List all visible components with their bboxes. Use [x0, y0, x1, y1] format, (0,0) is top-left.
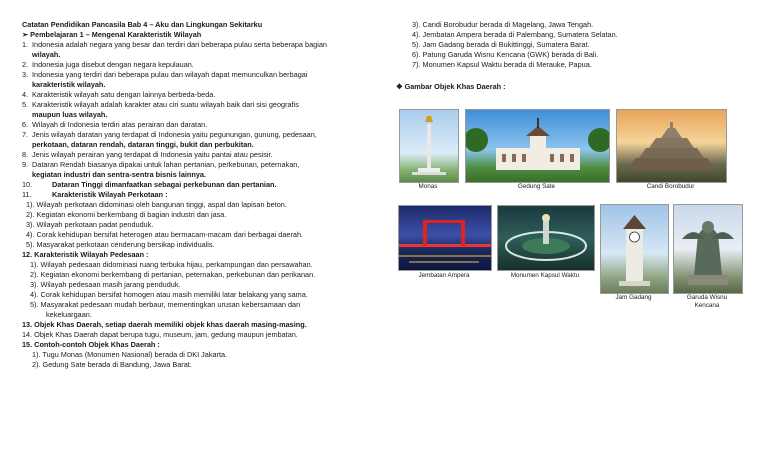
list-item-continuation: kegiatan industri dan sentra-sentra bisnis lainnya.	[32, 170, 206, 179]
list-item-text: Indonesia juga disebut dengan negara kepulauan.	[32, 60, 194, 69]
list-item	[22, 70, 374, 80]
list-item-text: Dataran Tinggi dimanfaatkan sebagai perkebunan dan pertanian.	[52, 180, 277, 189]
sub-item: 2). Gedung Sate berada di Bandung, Jawa Barat.	[32, 360, 192, 369]
list-item-continuation: maupun luas wilayah.	[32, 110, 108, 119]
jam-gadang-photo	[600, 204, 669, 294]
caption-monas: Monas	[418, 183, 438, 190]
sub-item: 1). Wilayah perkotaan didominasi oleh bangunan tinggi, aspal dan lapisan beton.	[26, 200, 287, 209]
list-item-number: 5.	[22, 100, 29, 109]
list-item-number: 8.	[22, 150, 29, 159]
caption-gwk-line1: Garuda Wisnu	[686, 294, 728, 301]
sub-item: 7). Monumen Kapsul Waktu berada di Merauke, Papua.	[412, 60, 592, 69]
gedung-sate-illustration	[466, 110, 609, 182]
sub-item: 3). Candi Borobudur berada di Magelang, Jawa Tengah.	[412, 20, 594, 29]
sub-item: kekeluargaan.	[46, 310, 92, 319]
list-item-number: 1.	[22, 40, 29, 49]
list-item-number: 9.	[22, 160, 29, 169]
list-item	[22, 150, 374, 160]
examples-list-right	[396, 20, 756, 70]
list-item-text: Dataran Rendah biasanya dipakai untuk lahan pertanian, perkebunan, peternakan,	[32, 160, 300, 169]
monas-illustration	[400, 110, 458, 182]
list-item	[22, 40, 374, 50]
sub-item: 4). Corak kehidupan bersifat homogen atau masih memiliki latar belakang yang sama.	[30, 290, 308, 299]
rural-traits-list	[22, 260, 374, 320]
gedung-sate-photo	[465, 109, 610, 183]
sub-item: 5). Masyarakat pedesaan mudah berbaur, mementingkan urusan kebersamaan dan	[30, 300, 301, 309]
borobudur-photo	[616, 109, 727, 183]
sub-item: 1). Tugu Monas (Monumen Nasional) berada di DKI Jakarta.	[32, 350, 228, 359]
ampera-illustration	[399, 206, 491, 270]
caption-gwk	[673, 294, 741, 310]
urban-traits-list	[22, 200, 374, 250]
list-item	[22, 190, 374, 200]
jam-gadang-illustration	[601, 205, 668, 293]
sub-item: 3). Wilayah pedesaan masih jarang penduduk.	[30, 280, 181, 289]
gwk-photo	[673, 204, 743, 294]
numbered-list	[22, 40, 374, 200]
list-item	[22, 100, 374, 110]
list-item-text: Karakteristik wilayah satu dengan lainnya berbeda-beda.	[32, 90, 216, 99]
sub-item: 5). Jam Gadang berada di Bukittinggi, Sumatera Barat.	[412, 40, 590, 49]
item-13	[22, 320, 374, 330]
list-item	[22, 180, 374, 190]
sub-item: 1). Wilayah pedesaan didominasi ruang terbuka hijau, perkampungan dan persawahan.	[30, 260, 313, 269]
sub-item: 2). Kegiatan ekonomi berkembang di pertanian, peternakan, perkebunan dan perikanan.	[30, 270, 316, 279]
caption-gwk-line2: Kencana	[694, 302, 720, 309]
monas-photo	[399, 109, 459, 183]
list-item-continuation: wilayah.	[32, 50, 61, 59]
caption-jam-gadang: Jam Gadang	[615, 294, 652, 301]
examples-list-left	[22, 350, 374, 370]
list-item-text: Karakteristik Wilayah Perkotaan :	[52, 190, 168, 199]
sub-item: 4). Corak kehidupan bersifat heterogen atau bermacam-macam dari berbagai daerah.	[26, 230, 304, 239]
list-item	[22, 120, 374, 130]
list-item-text: Jenis wilayah daratan yang terdapat di Indonesia yaitu pegunungan, gunung, pedesaan,	[32, 130, 317, 139]
kapsul-waktu-photo	[497, 205, 595, 271]
list-item	[22, 60, 374, 70]
item-12: 12. Karakteristik Wilayah Pedesaan :	[22, 250, 149, 259]
list-item-number: 11.	[22, 190, 32, 199]
borobudur-illustration	[617, 110, 726, 182]
sub-item: 6). Patung Garuda Wisnu Kencana (GWK) berada di Bali.	[412, 50, 599, 59]
list-item-number: 6.	[22, 120, 29, 129]
left-column	[22, 20, 374, 370]
document-title: Catatan Pendidikan Pancasila Bab 4 – Aku dan Lingkungan Sekitarku	[22, 20, 263, 29]
item-15: 15. Contoh-contoh Objek Khas Daerah :	[22, 340, 160, 349]
list-item-number: 2.	[22, 60, 29, 69]
caption-gedung-sate: Gedung Sate	[517, 183, 556, 190]
sub-item: 5). Masyarakat perkotaan cenderung bersikap individualis.	[26, 240, 215, 249]
list-item-text: Jenis wilayah perairan yang terdapat di Indonesia yaitu pantai atau pesisir.	[32, 150, 273, 159]
right-column	[396, 20, 756, 92]
list-item-text: Indonesia yang terdiri dari beberapa pulau dan wilayah dapat memunculkan berbagai	[32, 70, 308, 79]
ampera-photo	[398, 205, 492, 271]
sub-item: 4). Jembatan Ampera berada di Palembang, Sumatera Selatan.	[412, 30, 618, 39]
list-item-text: Indonesia adalah negara yang besar dan terdiri dari beberapa pulau serta beberapa bagian	[32, 40, 327, 49]
list-item-number: 10.	[22, 180, 33, 189]
list-item-number: 3.	[22, 70, 29, 79]
list-item-text: Wilayah di Indonesia terdiri atas perairan dan daratan.	[32, 120, 208, 129]
gwk-illustration	[674, 205, 742, 293]
list-item	[22, 160, 374, 170]
list-item-continuation: karakteristik wilayah.	[32, 80, 106, 89]
caption-kapsul-waktu: Monumen Kapsul Waktu	[510, 272, 580, 279]
item-14: 14. Objek Khas Daerah dapat berupa tugu, museum, jam, gedung maupun jembatan.	[22, 330, 298, 339]
list-item-number: 4.	[22, 90, 29, 99]
lesson-heading: ➢ Pembelajaran 1 – Mengenal Karakteristik Wilayah	[22, 30, 202, 39]
gallery-heading: ❖ Gambar Objek Khas Daerah :	[396, 82, 506, 91]
list-item	[22, 90, 374, 100]
sub-item: 3). Wilayah perkotaan padat penduduk.	[26, 220, 154, 229]
caption-ampera: Jembatan Ampera	[418, 272, 470, 279]
item-13-text: 13. Objek Khas Daerah, setiap daerah memiliki objek khas daerah masing-masing.	[22, 320, 307, 329]
list-item-text: Karakteristik wilayah adalah karakter atau ciri suatu wilayah baik dari sisi geografis	[32, 100, 299, 109]
list-item-number: 7.	[22, 130, 29, 139]
sub-item: 2). Kegiatan ekonomi berkembang di bagian industri dan jasa.	[26, 210, 227, 219]
list-item-continuation: perkotaan, dataran rendah, dataran tinggi, bukit dan perbukitan.	[32, 140, 254, 149]
caption-borobudur: Candi Borobudur	[646, 183, 695, 190]
list-item	[22, 130, 374, 140]
kapsul-waktu-illustration	[498, 206, 594, 270]
